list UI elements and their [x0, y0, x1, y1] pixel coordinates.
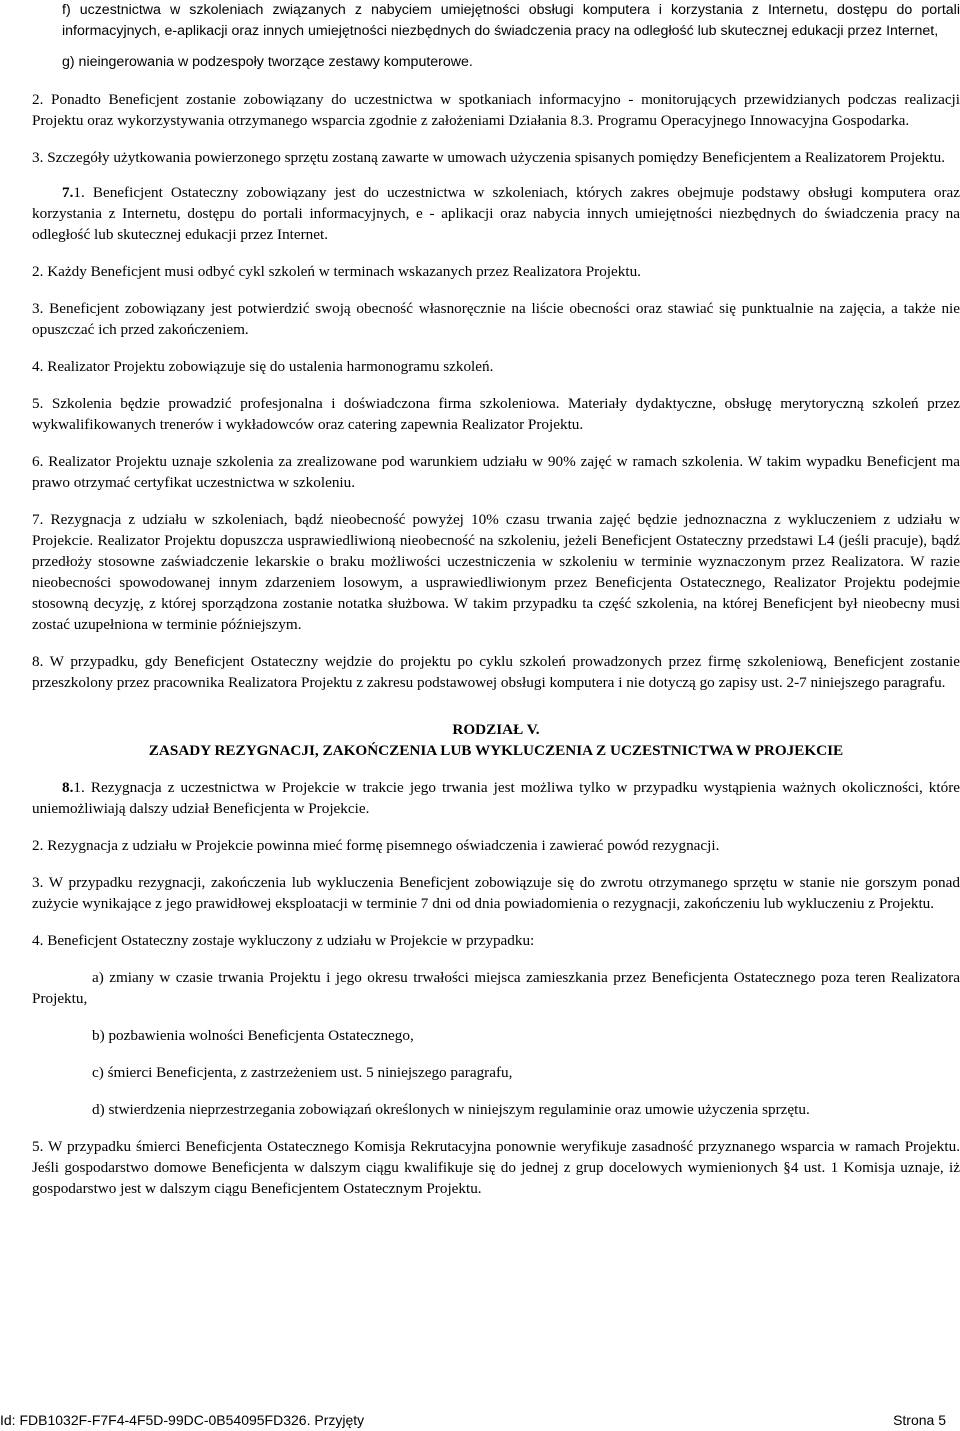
par8-item-3: 3. W przypadku rezygnacji, zakończenia lub wykluczenia Beneficjent zobowiązuje się do zwrotu otrzymanego sprzętu w stanie nie gorszym ponad zużycie wynikające z jego prawidłowej eksploatacji w terminie 7 dni od dnia powiadomienia o rezygnacji, zakończeniu lub wykluczeniu z Projektu.	[32, 874, 960, 912]
par7-item-6: 6. Realizator Projektu uznaje szkolenia za zrealizowane pod warunkiem udziału w 90% zajęć w ramach szkolenia. W takim wypadku Beneficjent ma prawo otrzymać certyfikat uczestnictwa w szkoleniu.	[32, 453, 960, 491]
par7-item-4: 4. Realizator Projektu zobowiązuje się do ustalenia harmonogramu szkoleń.	[32, 358, 494, 375]
par7-item-8: 8. W przypadku, gdy Beneficjent Ostateczny wejdzie do projektu po cyklu szkoleń prowadzonych przez firmę szkoleniową, Beneficjent zostanie przeszkolony przez pracownika Realizatora Projektu z zakresu podstawowej obsługi komputera i nie dotyczą go zapisy ust. 2-7 niniejszego paragrafu.	[32, 653, 960, 691]
document-id: Id: FDB1032F-F7F4-4F5D-99DC-0B54095FD326. Przyjęty	[0, 1412, 365, 1428]
par6-item-3: 3. Szczegóły użytkowania powierzonego sprzętu zostaną zawarte w umowach użyczenia spisanych pomiędzy Beneficjentem a Realizatorem Projektu.	[32, 149, 946, 166]
paragraph-number: 7.	[62, 184, 74, 201]
page-footer	[0, 1406, 960, 1428]
par8-item-4a: a) zmiany w czasie trwania Projektu i jego okresu trwałości miejsca zamieszkania przez Beneficjenta Ostatecznego poza teren Realizatora Projektu,	[32, 969, 960, 1007]
par7-item-7: 7. Rezygnacja z udziału w szkoleniach, bądź nieobecność powyżej 10% czasu trwania zajęć będzie jednoznaczna z wykluczeniem z udziału w Projekcie. Realizator Projektu dopuszcza usprawiedliwioną nieobecność na szkoleniu, jeżeli Beneficjent Ostateczny przedstawi L4 (jeśli pracuje), bądź przedłoży stosowne zaświadczenie lekarskie o braku możliwości uczestniczenia w szkoleniu w terminie wyznaczonym przez Realizatora. W razie nieobecności spowodowanej innym zdarzeniem losowym, a usprawiedliwionym przez Beneficjenta Ostatecznego, Realizator Projektu podejmie stosowną decyzję, z której sporządzona zostanie notatka służbowa. W takim przypadku ta część szkolenia, na której Beneficjent był nieobecny musi zostać uzupełniona w terminie późniejszym.	[32, 511, 960, 633]
chapter-title: RODZIAŁ V.	[452, 721, 540, 738]
list-item-f: f) uczestnictwa w szkoleniach związanych z nabyciem umiejętności obsługi komputera i korzystania z Internetu, dostępu do portali informacyjnych, e-aplikacji oraz innych umiejętności niezbędnych do świadczenia pracy na odległość lub skutecznej edukacji przez Internet,	[62, 2, 960, 39]
par8-item-5: 5. W przypadku śmierci Beneficjenta Ostatecznego Komisja Rekrutacyjna ponownie weryfikuje zasadność przyznanego wsparcia w ramach Projektu. Jeśli gospodarstwo domowe Beneficjenta w dalszym ciągu kwalifikuje się do jednej z grup docelowych wymienionych §4 ust. 1 Komisja uznaje, iż gospodarstwo jest w dalszym ciągu Beneficjentem Ostatecznym Projektu.	[32, 1138, 960, 1197]
item-text: Rezygnacja z uczestnictwa w Projekcie w trakcie jego trwania jest możliwa tylko w przypadku wystąpienia ważnych okoliczności, które uniemożliwiają dalszy udział Beneficjenta w Projekcie.	[32, 779, 960, 817]
item-number: 1.	[73, 779, 85, 796]
par8-item-4c: c) śmierci Beneficjenta, z zastrzeżeniem ust. 5 niniejszego paragrafu,	[92, 1064, 513, 1081]
par8-item-4b: b) pozbawienia wolności Beneficjenta Ostatecznego,	[92, 1027, 414, 1044]
item-text: Beneficjent Ostateczny zobowiązany jest do uczestnictwa w szkoleniach, których zakres obejmuje podstawy obsługi komputera oraz korzystania z Internetu, dostępu do portali informacyjnych, e - aplikacji oraz nabycia innych umiejętności niezbędnych do świadczenia pracy na odległość lub skutecznej edukacji przez Internet.	[32, 184, 960, 243]
par7-item-2: 2. Każdy Beneficjent musi odbyć cykl szkoleń w terminach wskazanych przez Realizatora Projektu.	[32, 263, 641, 280]
chapter-subtitle: ZASADY REZYGNACJI, ZAKOŃCZENIA LUB WYKLUCZENIA Z UCZESTNICTWA W PROJEKCIE	[148, 742, 844, 759]
page-number: Strona 5	[893, 1412, 946, 1428]
par8-item-4: 4. Beneficjent Ostateczny zostaje wykluczony z udziału w Projekcie w przypadku:	[32, 932, 535, 949]
item-number: 1.	[73, 184, 85, 201]
par6-item-2: 2. Ponadto Beneficjent zostanie zobowiązany do uczestnictwa w spotkaniach informacyjno - monitorujących przewidzianych podczas realizacji Projektu oraz wykorzystywania otrzymanego wsparcia zgodnie z założeniami Działania 8.3. Programu Operacyjnego Innowacyjna Gospodarka.	[32, 91, 960, 129]
document-body	[32, 0, 960, 1199]
list-item-g: g) nieingerowania w podzespoły tworzące zestawy komputerowe.	[62, 54, 473, 70]
par8-item-2: 2. Rezygnacja z udziału w Projekcie powinna mieć formę pisemnego oświadczenia i zawierać powód rezygnacji.	[32, 837, 720, 854]
par8-item-1	[32, 777, 960, 819]
par7-item-1	[32, 182, 960, 245]
paragraph-number: 8.	[62, 779, 74, 796]
par7-item-5: 5. Szkolenia będzie prowadzić profesjonalna i doświadczona firma szkoleniowa. Materiały dydaktyczne, obsługę merytoryczną szkoleń przez wykwalifikowanych trenerów i wykładowców oraz catering zapewnia Realizator Projektu.	[32, 395, 960, 433]
par7-item-3: 3. Beneficjent zobowiązany jest potwierdzić swoją obecność własnoręcznie na liście obecności oraz stawiać się punktualnie na zajęcia, a także nie opuszczać ich przed zakończeniem.	[32, 300, 960, 338]
par8-item-4d: d) stwierdzenia nieprzestrzegania zobowiązań określonych w niniejszym regulaminie oraz umowie użyczenia sprzętu.	[92, 1101, 810, 1118]
